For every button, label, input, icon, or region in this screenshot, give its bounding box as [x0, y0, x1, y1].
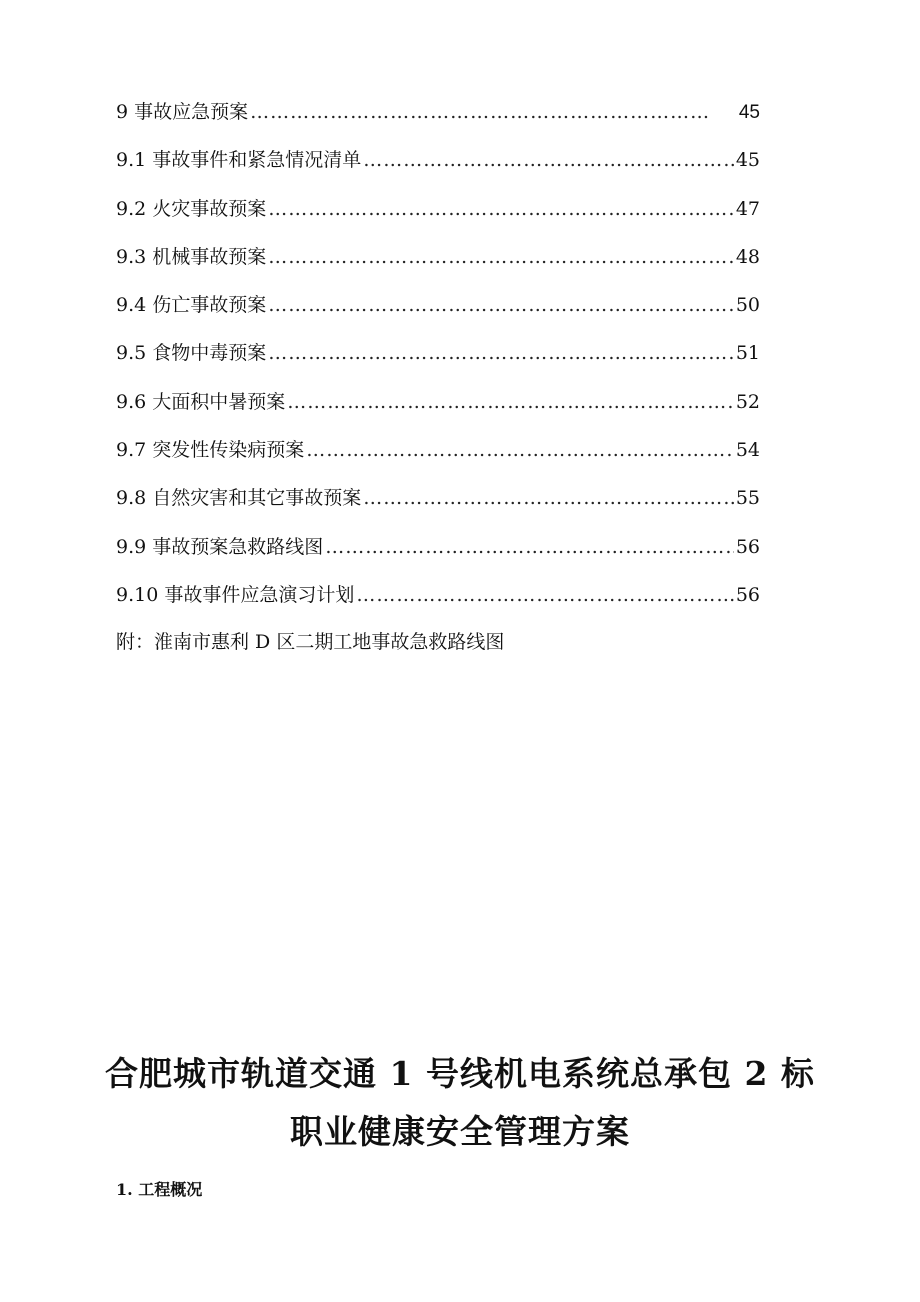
toc-entry-page: 55 [735, 487, 760, 510]
toc-entry-page: 56 [735, 535, 760, 558]
toc-leader-dots [356, 579, 733, 611]
toc-entry-page: 45 [738, 102, 760, 123]
toc-entry-page: 50 [735, 294, 760, 317]
toc-leader-dots [287, 386, 734, 418]
section-heading: 1. 工程概况 [116, 1180, 203, 1199]
toc-leader-dots [268, 193, 734, 225]
toc-entry-label: 9.5 食物中毒预案 [116, 342, 267, 365]
toc-entry[interactable] [116, 193, 760, 241]
toc-entry-page: 51 [735, 342, 760, 365]
toc-entry[interactable] [116, 289, 760, 337]
toc-entry[interactable] [116, 337, 760, 385]
toc-entry[interactable] [116, 241, 760, 289]
toc-entry-label: 9.4 伤亡事故预案 [116, 294, 267, 317]
toc-entry-label: 9.6 大面积中暑预案 [116, 390, 286, 413]
toc-entry-page: 54 [735, 439, 760, 462]
toc-entry-page: 48 [735, 245, 760, 268]
toc-entry-page: 45 [735, 149, 760, 172]
toc-entry[interactable] [116, 531, 760, 579]
toc-leader-dots [268, 337, 734, 369]
toc-leader-dots [363, 482, 734, 514]
document-subtitle: 职业健康安全管理方案 [290, 1112, 630, 1151]
toc-entry[interactable] [116, 579, 760, 627]
toc-appendix: 附：淮南市惠利 D 区二期工地事故急救路线图 [116, 631, 505, 653]
toc-entry-page: 52 [735, 390, 760, 413]
toc-entry-page: 56 [735, 583, 760, 606]
toc-entry[interactable] [116, 434, 760, 482]
toc-leader-dots [250, 96, 710, 128]
toc-entry-page: 47 [735, 197, 760, 220]
toc-entry-label: 9 事故应急预案 [116, 101, 249, 123]
document-title: 合肥城市轨道交通 1 号线机电系统总承包 2 标 [105, 1054, 815, 1093]
toc-leader-dots [268, 289, 734, 321]
toc-entry-label: 9.3 机械事故预案 [116, 245, 267, 268]
toc-leader-dots [325, 531, 734, 563]
toc-entry[interactable] [116, 144, 760, 192]
toc-entry-label: 9.1 事故事件和紧急情况清单 [116, 149, 362, 172]
toc-entry-label: 9.8 自然灾害和其它事故预案 [116, 487, 362, 510]
table-of-contents [116, 96, 760, 627]
toc-entry-label: 9.9 事故预案急救路线图 [116, 535, 324, 558]
toc-leader-dots [363, 144, 734, 176]
toc-entry-label: 9.2 火灾事故预案 [116, 197, 267, 220]
toc-entry-label: 9.10 事故事件应急演习计划 [116, 583, 355, 606]
toc-entry-label: 9.7 突发性传染病预案 [116, 439, 305, 462]
toc-leader-dots [306, 434, 734, 466]
toc-entry[interactable] [116, 386, 760, 434]
toc-entry[interactable] [116, 482, 760, 530]
toc-leader-dots [268, 241, 734, 273]
toc-entry[interactable] [116, 96, 760, 144]
